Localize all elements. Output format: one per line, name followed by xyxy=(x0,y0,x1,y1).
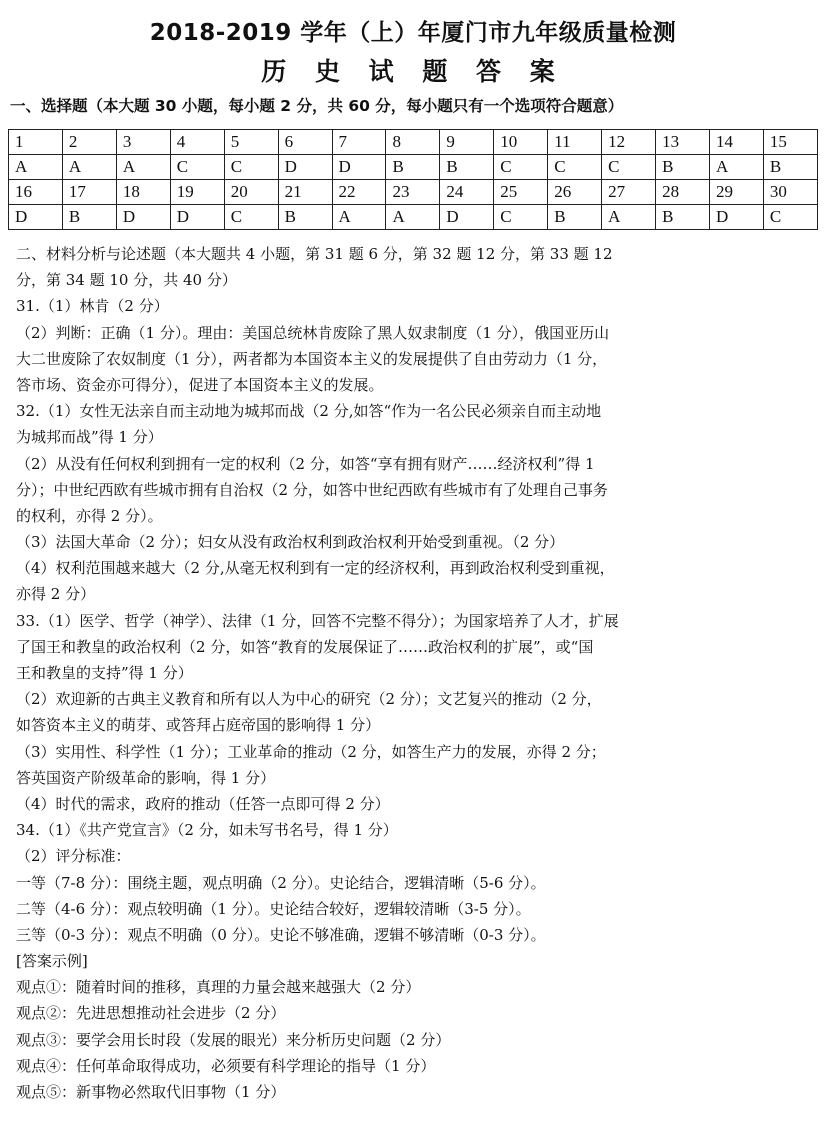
question-number-row xyxy=(9,180,818,205)
question-number-cell: 24 xyxy=(440,180,494,205)
answer-cell: A xyxy=(62,155,116,180)
text-line: 答市场、资金亦可得分），促进了本国资本主义的发展。 xyxy=(16,375,384,394)
answer-cell: D xyxy=(170,205,224,230)
answer-cell: C xyxy=(494,155,548,180)
document-title: 2018-2019 学年（上）年厦门市九年级质量检测 xyxy=(149,20,677,46)
answer-cell: A xyxy=(9,155,63,180)
question-number-cell: 19 xyxy=(170,180,224,205)
answer-cell: A xyxy=(709,155,763,180)
text-line: 答英国资产阶级革命的影响，得 1 分） xyxy=(16,768,276,787)
document-subtitle: 历 史 试 题 答 案 xyxy=(261,57,565,86)
text-line: [答案示例] xyxy=(16,952,88,971)
question-number-cell: 14 xyxy=(709,130,763,155)
answer-cell: C xyxy=(224,155,278,180)
answer-cell: D xyxy=(116,205,170,230)
question-number-cell: 8 xyxy=(386,130,440,155)
answer-cell: D xyxy=(709,205,763,230)
answer-cell: C xyxy=(602,155,656,180)
question-number-cell: 17 xyxy=(62,180,116,205)
text-line: 了国王和教皇的政治权利（2 分，如答“教育的发展保证了……政治权利的扩展”，或“国 xyxy=(16,637,594,656)
text-line: 观点③：要学会用长时段（发展的眼光）来分析历史问题（2 分） xyxy=(16,1030,451,1049)
question-number-cell: 4 xyxy=(170,130,224,155)
text-line: 的权利，亦得 2 分）。 xyxy=(16,506,163,525)
question-number-cell: 18 xyxy=(116,180,170,205)
question-number-cell: 6 xyxy=(278,130,332,155)
text-line: 34.（1）《共产党宣言》（2 分，如未写书名号，得 1 分） xyxy=(16,821,398,840)
question-number-cell: 5 xyxy=(224,130,278,155)
question-number-cell: 26 xyxy=(548,180,602,205)
question-number-cell: 16 xyxy=(9,180,63,205)
answer-cell: B xyxy=(278,205,332,230)
text-line: 观点④：任何革命取得成功，必须要有科学理论的指导（1 分） xyxy=(16,1056,436,1075)
answer-cell: D xyxy=(332,155,386,180)
answer-cell: C xyxy=(224,205,278,230)
text-line: 一等（7-8 分）：围绕主题，观点明确（2 分）。史论结合，逻辑清晰（5-6 分）。 xyxy=(16,873,546,892)
answer-cell: B xyxy=(763,155,817,180)
answer-cell: B xyxy=(62,205,116,230)
text-line: 如答资本主义的萌芽、或答拜占庭帝国的影响得 1 分） xyxy=(16,716,381,735)
section-heading-choice: 一、选择题（本大题 30 小题，每小题 2 分，共 60 分，每小题只有一个选项符合题意） xyxy=(10,97,624,115)
text-line: （2）欢迎新的古典主义教育和所有以人为中心的研究（2 分）；文艺复兴的推动（2 分， xyxy=(16,690,602,709)
question-number-cell: 25 xyxy=(494,180,548,205)
question-number-cell: 22 xyxy=(332,180,386,205)
text-line: 观点②：先进思想推动社会进步（2 分） xyxy=(16,1004,286,1023)
question-number-cell: 15 xyxy=(763,130,817,155)
answer-cell: C xyxy=(763,205,817,230)
question-number-cell: 10 xyxy=(494,130,548,155)
text-line: 观点⑤：新事物必然取代旧事物（1 分） xyxy=(16,1083,286,1101)
question-number-cell: 30 xyxy=(763,180,817,205)
answer-cell: D xyxy=(278,155,332,180)
answer-body xyxy=(16,241,716,1105)
text-line: （3）法国大革命（2 分）；妇女从没有政治权利到政治权利开始受到重视。（2 分） xyxy=(16,533,565,552)
text-line: 王和教皇的支持”得 1 分） xyxy=(16,664,193,682)
answer-cell: A xyxy=(332,205,386,230)
text-line: （4）权利范围越来越大（2 分,从毫无权利到有一定的经济权利，再到政治权利受到重视， xyxy=(16,559,615,578)
text-line: 为城邦而战”得 1 分） xyxy=(16,428,163,447)
question-number-cell: 13 xyxy=(656,130,710,155)
text-line: 33.（1）医学、哲学（神学）、法律（1 分，回答不完整不得分）；为国家培养了人才，扩展 xyxy=(16,611,619,630)
text-line: 观点①：随着时间的推移，真理的力量会越来越强大（2 分） xyxy=(16,978,421,997)
question-number-cell: 27 xyxy=(602,180,656,205)
answer-row xyxy=(9,205,818,230)
question-number-cell: 3 xyxy=(116,130,170,155)
text-line: 亦得 2 分） xyxy=(16,585,96,604)
text-line: 二等（4-6 分）：观点较明确（1 分）。史论结合较好，逻辑较清晰（3-5 分）。 xyxy=(16,899,531,918)
text-line: 32.（1）女性无法亲自而主动地为城邦而战（2 分,如答“作为一名公民必须亲自而主动地 xyxy=(16,402,602,421)
question-number-cell: 11 xyxy=(548,130,602,155)
question-number-cell: 23 xyxy=(386,180,440,205)
question-number-cell: 12 xyxy=(602,130,656,155)
text-line: （2）判断：正确（1 分）。理由：美国总统林肯废除了黑人奴隶制度（1 分），俄国亚历山 xyxy=(16,323,610,342)
answer-key-table xyxy=(8,129,818,230)
answer-cell: C xyxy=(548,155,602,180)
answer-cell: A xyxy=(602,205,656,230)
answer-cell: B xyxy=(656,155,710,180)
answer-cell: A xyxy=(386,205,440,230)
question-number-cell: 29 xyxy=(709,180,763,205)
answer-cell: D xyxy=(440,205,494,230)
answer-cell: D xyxy=(9,205,63,230)
text-line: 分）；中世纪西欧有些城市拥有自治权（2 分，如答中世纪西欧有些城市有了处理自己事务 xyxy=(16,480,608,499)
answer-cell: B xyxy=(548,205,602,230)
text-line: （4）时代的需求，政府的推动（任答一点即可得 2 分） xyxy=(16,794,390,813)
question-number-cell: 9 xyxy=(440,130,494,155)
question-number-cell: 21 xyxy=(278,180,332,205)
answer-cell: B xyxy=(440,155,494,180)
question-number-cell: 7 xyxy=(332,130,386,155)
text-line: 二、材料分析与论述题（本大题共 4 小题，第 31 题 6 分，第 32 题 12 分，第 33 题 12 xyxy=(16,245,613,263)
answer-cell: B xyxy=(656,205,710,230)
text-line: 三等（0-3 分）：观点不明确（0 分）。史论不够准确，逻辑不够清晰（0-3 分）。 xyxy=(16,925,546,944)
text-line: （2）从没有任何权利到拥有一定的权利（2 分，如答“享有拥有财产……经济权利”得 1 xyxy=(16,454,595,473)
text-line: （3）实用性、科学性（1 分）；工业革命的推动（2 分，如答生产力的发展，亦得 2 分； xyxy=(16,742,606,761)
answer-cell: C xyxy=(170,155,224,180)
text-line: 大二世废除了农奴制度（1 分），两者都为本国资本主义的发展提供了自由劳动力（1 分， xyxy=(16,349,608,368)
question-number-cell: 28 xyxy=(656,180,710,205)
text-line: 31.（1）林肯（2 分） xyxy=(16,297,169,316)
text-line: 分，第 34 题 10 分，共 40 分） xyxy=(16,271,237,290)
question-number-cell: 1 xyxy=(9,130,63,155)
question-number-cell: 20 xyxy=(224,180,278,205)
question-number-row xyxy=(9,130,818,155)
answer-cell: C xyxy=(494,205,548,230)
text-line: （2）评分标准： xyxy=(16,847,131,866)
answer-cell: B xyxy=(386,155,440,180)
answer-row xyxy=(9,155,818,180)
question-number-cell: 2 xyxy=(62,130,116,155)
answer-cell: A xyxy=(116,155,170,180)
